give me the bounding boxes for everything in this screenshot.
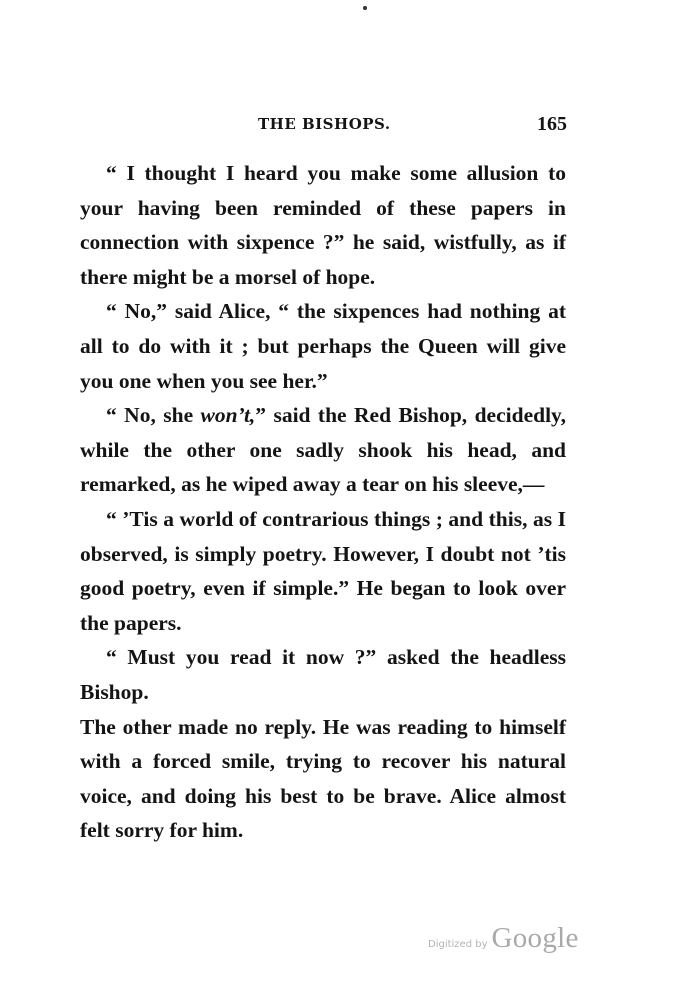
running-head <box>0 115 675 141</box>
page-number: 165 <box>537 113 567 135</box>
paragraph-3: “ No, she won’t,” said the Red Bishop, decidedly, while the other one sadly shook his head, and remarked, as he wiped away a tear on his sleeve,— <box>80 403 566 497</box>
paragraph-5: “ Must you read it now ?” asked the headless Bishop. <box>80 645 566 704</box>
page-speck <box>363 6 367 10</box>
digitized-by-google-watermark <box>428 922 579 962</box>
body-text <box>80 156 566 848</box>
running-title: THE BISHOPS. <box>258 115 391 133</box>
digitized-by-label: Digitized by <box>428 939 488 950</box>
paragraph-2: “ No,” said Alice, “ the sixpences had nothing at all to do with it ; but perhaps the Queen will give you one when you see her.” <box>80 299 566 393</box>
google-logo: Google <box>491 922 579 954</box>
paragraph-4: “ ’Tis a world of contrarious things ; and this, as I observed, is simply poetry. However, I doubt not ’tis good poetry, even if simple.” He began to look over the papers. <box>80 506 566 635</box>
paragraph-6: The other made no reply. He was reading to himself with a forced smile, trying to recover his natural voice, and doing his best to be brave. Alice almost felt sorry for him. <box>80 714 566 843</box>
paragraph-1: “ I thought I heard you make some allusion to your having been reminded of these papers in connection with sixpence ?” he said, wistfully, as if there might be a morsel of hope. <box>80 161 566 289</box>
